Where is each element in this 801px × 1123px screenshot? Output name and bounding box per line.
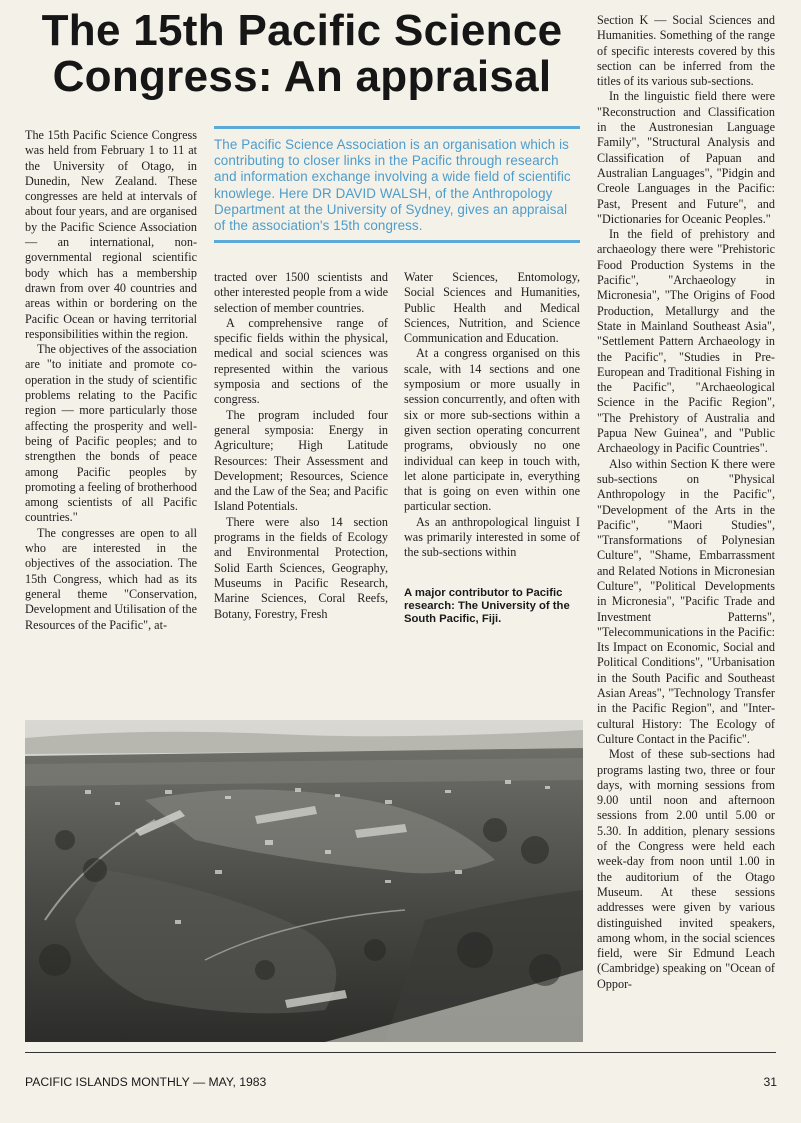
paragraph: At a congress organised on this scale, with 14 sections and one symposium or more usually in session concurrently, and often with six or more sub-sections within a given section operating concurrent programs, obviously no one individual can keep in touch with, let alone participate in, everything that is going on even within one particular section.	[404, 346, 580, 514]
article-column-4	[597, 13, 775, 992]
paragraph: There were also 14 section programs in the fields of Ecology and Environmental Protection, Solid Earth Sciences, Geography, Museums in Pacific Research, Marine Sciences, Coral Reefs, Botany, Forestry, Fresh	[214, 514, 388, 621]
paragraph: The objectives of the association are "to initiate and promote co-operation in the study of scientific problems relating to the Pacific region — more particularly those affecting the prosperity and well-being of Pacific peoples; and to strengthen the bonds of peace among Pacific peoples by promoting a feeling of brotherhood among scientists of all Pacific countries."	[25, 342, 197, 525]
photo-caption: A major contributor to Pacific research: The University of the South Pacific, Fiji.	[404, 587, 570, 626]
aerial-photo	[25, 720, 583, 1042]
article-column-1	[25, 128, 197, 633]
paragraph: Most of these sub-sections had programs lasting two, three or four days, with morning sessions from 9.00 until noon and afternoon sessions from 2.00 until 5.00 or 5.30. In addition, plenary sessions of the Congress were held each week-day from noon until 1.00 in the auditorium of the Otago Museum. At these sessions addresses were given by various distinguished invited speakers, among whom, in the social sciences field, were Sir Edmund Leach (Cambridge) speaking on "Ocean of Oppor-	[597, 747, 775, 991]
paragraph: A comprehensive range of specific fields within the physical, medical and social sciences was represented within the various symposia and sections of the congress.	[214, 315, 388, 407]
paragraph: tracted over 1500 scientists and other interested people from a wide selection of member countries.	[214, 270, 388, 315]
paragraph: Also within Section K there were sub-sections on "Physical Anthropology in the Pacific", "Development of the Arts in the Pacific", "Maori Studies", "Transformations of Polynesian Culture", "Shame, Embarrassment and Related Notions in Micronesian Culture", "Political Developments in Micronesia", "Pacific Trade and Investment Patterns", "Telecommunications in the Pacific: Its Impact on Economic, Social and Political Conditions", "Urbanisation in the South Pacific and Southeast Asian Areas", "Technology Transfer in the Pacific Region", and "Inter-cultural History: The Ecology of Culture Contact in the Pacific".	[597, 456, 775, 746]
footer-publication: PACIFIC ISLANDS MONTHLY — MAY, 1983	[25, 1075, 267, 1089]
article-column-3	[404, 270, 580, 561]
paragraph: In the field of prehistory and archaeology there were "Prehistoric Food Production Systems in the Pacific", "Archaeology in Micronesia", "The Origins of Food Production, Metallurgy and the State in Mainland Southeast Asia", "Settlement Pattern Archaeology in the Pacific", "Studies in Pre-European and Traditional Fishing in the Pacific", "Archaeological Science in the Pacific Region", "The Prehistory of Australia and Papua New Guinea", and "Public Archaeology in Pacific Countries".	[597, 227, 775, 456]
article-column-2	[214, 270, 388, 622]
headline: The 15th Pacific Science Congress: An appraisal	[41, 6, 563, 101]
paragraph: In the linguistic field there were "Reconstruction and Classification in the Austronesian Language Family", "Structural Analysis and Classification of Papuan and Australian Languages", "Pidgin and Creole Languages in the Pacific: Past, Present and Future", and "Dictionaries for Oceanic Peoples."	[597, 89, 775, 226]
standfirst: The Pacific Science Association is an organisation which is contributing to closer links in the Pacific through research and information exchange involving a wide field of scientific knowlege. Here DR DAVID WALSH, of the Anthropology Department at the University of Sydney, gives an appraisal of the association's 15th congress.	[214, 126, 580, 243]
paragraph: As an anthropological linguist I was primarily interested in some of the sub-sections within	[404, 514, 580, 560]
paragraph: The congresses are open to all who are interested in the objectives of the association. The 15th Congress, which had as its general theme "Conservation, Development and Utilisation of the Resources of the Pacific", at-	[25, 525, 197, 632]
paragraph: Water Sciences, Entomology, Social Sciences and Humanities, Public Health and Medical Sciences, Nutrition, and Science Communication and Education.	[404, 270, 580, 346]
page-number: 31	[763, 1075, 777, 1089]
paragraph: The program included four general symposia: Energy in Agriculture; High Latitude Resources: Their Assessment and Development; Resources, Science and the Law of the Sea; and Pacific Island Potentials.	[214, 407, 388, 514]
paragraph: Section K — Social Sciences and Humanities. Something of the range of specific interests covered by this section can be inferred from the titles of its various sub-sections.	[597, 13, 775, 89]
footer-divider	[25, 1052, 776, 1053]
paragraph: The 15th Pacific Science Congress was held from February 1 to 11 at the University of Otago, in Dunedin, New Zealand. These congresses are held at intervals of about four years, and are organised by the Pacific Science Association — an international, non-governmental regional scientific body which has a membership drawn from over 40 countries and areas within or bordering on the Pacific Ocean or having territorial responsibilities within the region.	[25, 128, 197, 341]
